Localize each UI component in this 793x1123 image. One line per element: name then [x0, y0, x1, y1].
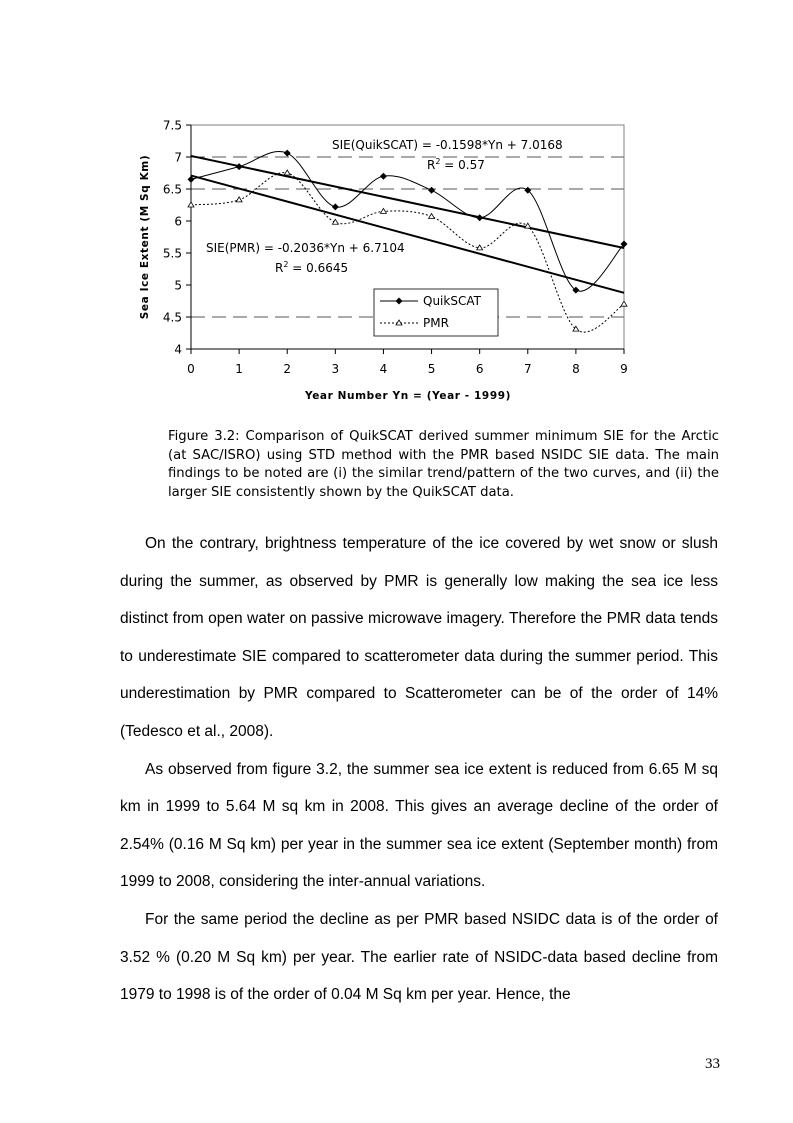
- y-tick-label: 5: [174, 278, 182, 293]
- x-tick-label: 8: [572, 362, 580, 376]
- x-tick-label: 9: [620, 362, 628, 376]
- point-quikscat: [428, 187, 435, 194]
- point-pmr: [525, 223, 531, 228]
- paragraph: For the same period the decline as per PMR based NSIDC data is of the order of 3.52 % (0.20 M Sq km) per year. The earlier rate of NSIDC-data based decline from 1979 to 1998 is of the order of 0.04 M Sq km per year. Hence, the: [120, 910, 718, 1004]
- superscript: 2: [283, 260, 289, 269]
- pmr-r-squared: $R^2 = 0.6645$: [275, 260, 349, 275]
- y-tick-label: 7.5: [162, 118, 182, 133]
- point-quikscat: [236, 163, 243, 170]
- point-pmr: [380, 208, 386, 213]
- point-pmr: [621, 301, 627, 306]
- y-tick-label: 6: [174, 214, 182, 229]
- point-quikscat: [332, 203, 339, 210]
- y-axis-title: Sea Ice Extent (M Sq Km): [139, 154, 151, 320]
- x-tick-label: 4: [379, 362, 388, 376]
- trendlines: [191, 156, 624, 293]
- y-tick-label: 7: [174, 150, 182, 165]
- point-quikscat: [476, 214, 483, 221]
- series-line-quikscat: [191, 152, 624, 292]
- x-tick-label: 1: [235, 362, 243, 376]
- point-quikscat: [284, 150, 291, 157]
- point-quikscat: [380, 173, 387, 180]
- x-axis-title: Year Number Yn = (Year - 1999): [304, 390, 512, 402]
- x-tick-label: 5: [427, 362, 436, 376]
- chart-legend: [374, 289, 498, 336]
- legend-pmr-label: PMR: [423, 316, 449, 330]
- point-pmr: [284, 170, 290, 175]
- quikscat-r-squared: $R^2 = 0.57$: [427, 157, 485, 172]
- quikscat-equation: SIE(QuikSCAT) = -0.1598*Yn + 7.0168: [332, 138, 563, 152]
- point-pmr: [236, 197, 242, 202]
- pmr-equation: SIE(PMR) = -0.2036*Yn + 6.7104: [206, 241, 405, 255]
- page-number: 33: [705, 1056, 720, 1072]
- paragraph: On the contrary, brightness temperature of the ice covered by wet snow or slush during the summer, as observed by PMR is generally low making the sea ice less distinct from open water on passive microwave imagery. Therefore the PMR data tends to underestimate SIE compared to scatterometer data during the summer period. This underestimation by PMR compared to Scatterometer can be of the order of 14% (Tedesco et al., 2008).: [120, 535, 718, 740]
- y-tick-label: 5.5: [162, 246, 182, 261]
- x-tick-label: 2: [283, 362, 292, 376]
- x-tick-label: 7: [523, 362, 532, 376]
- y-tick-label: 4.5: [162, 310, 182, 325]
- sea-ice-extent-chart: [130, 112, 650, 412]
- point-pmr: [429, 214, 435, 219]
- x-tick-label: 3: [331, 362, 340, 376]
- figure-caption: Figure 3.2: Comparison of QuikSCAT derived summer minimum SIE for the Arctic (at SAC/ISRO) using STD method with the PMR based NSIDC SIE data. The main findings to be noted are (i) the similar trend/pattern of the two curves, and (ii) the larger SIE consistently shown by the QuikSCAT data.: [168, 429, 719, 501]
- body-text: [120, 525, 718, 1014]
- paragraph: As observed from figure 3.2, the summer sea ice extent is reduced from 6.65 M sq km in 1999 to 5.64 M sq km in 2008. This gives an average decline of the order of 2.54% (0.16 M Sq km) per year in the summer sea ice extent (September month) from 1999 to 2008, considering the inter-annual variations.: [120, 760, 718, 891]
- y-tick-label: 6.5: [162, 182, 182, 197]
- superscript: 2: [435, 157, 441, 166]
- x-tick-label: 0: [187, 362, 195, 376]
- point-pmr: [188, 202, 194, 207]
- legend-quikscat-label: QuikSCAT: [423, 294, 481, 308]
- y-tick-label: 4: [174, 342, 182, 357]
- x-tick-label: 6: [475, 362, 484, 376]
